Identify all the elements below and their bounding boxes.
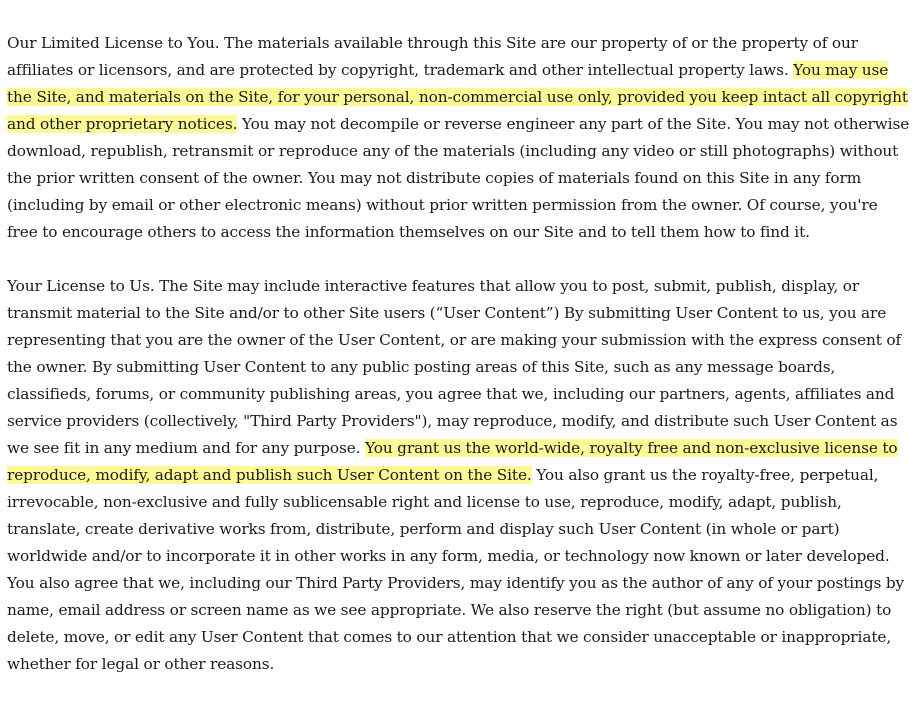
paragraph-text: Our Limited License to You. The materials available through this Site are our property of or the property of our affiliates or licensors, and are protected by copyright, trademark and other intellectual property laws. <box>7 34 858 79</box>
paragraph-text: You also grant us the royalty-free, perpetual, irrevocable, non-exclusive and fully sublicensable right and license to use, reproduce, modify, adapt, publish, translate, create derivative works from, distribute, perform and display such User Content (in whole or part) worldwide and/or to incorporate it in other works in any form, media, or technology now known or later developed. You also agree that we, including our Third Party Providers, may identify you as the author of any of your postings by name, email address or screen name as we see appropriate. We also reserve the right (but assume no obligation) to delete, move, or edit any User Content that comes to our attention that we consider unacceptable or inappropriate, whether for legal or other reasons. <box>7 466 905 673</box>
paragraph-text: Your License to Us. The Site may include interactive features that allow you to post, submit, publish, display, or transmit material to the Site and/or to other Site users (“User Content”) By submitting User Content to us, you are representing that you are the owner of the User Content, or are making your submission with the express consent of the owner. By submitting User Content to any public posting areas of this Site, such as any message boards, classifieds, forums, or community publishing areas, you agree that we, including our partners, agents, affiliates and service providers (collectively, "Third Party Providers"), may reproduce, modify, and distribute such User Content as we see fit in any medium and for any purpose. <box>7 277 902 457</box>
highlighted-text: You grant us the world-wide, royalty free and non-exclusive license to reproduce, modify, adapt and publish such User Content on the Site. <box>7 439 898 484</box>
paragraph-limited-license <box>7 30 910 246</box>
paragraph-your-license <box>7 273 910 678</box>
paragraph-text: You may not decompile or reverse engineer any part of the Site. You may not otherwise download, republish, retransmit or reproduce any of the materials (including any video or still photographs) without the prior written consent of the owner. You may not distribute copies of materials found on this Site in any form (including by email or other electronic means) without prior written permission from the owner. Of course, you're free to encourage others to access the information themselves on our Site and to tell them how to find it. <box>7 115 910 241</box>
highlighted-text: You may use the Site, and materials on the Site, for your personal, non-commercial use only, provided you keep intact all copyright and other proprietary notices. <box>7 61 908 133</box>
document-body <box>7 30 910 678</box>
